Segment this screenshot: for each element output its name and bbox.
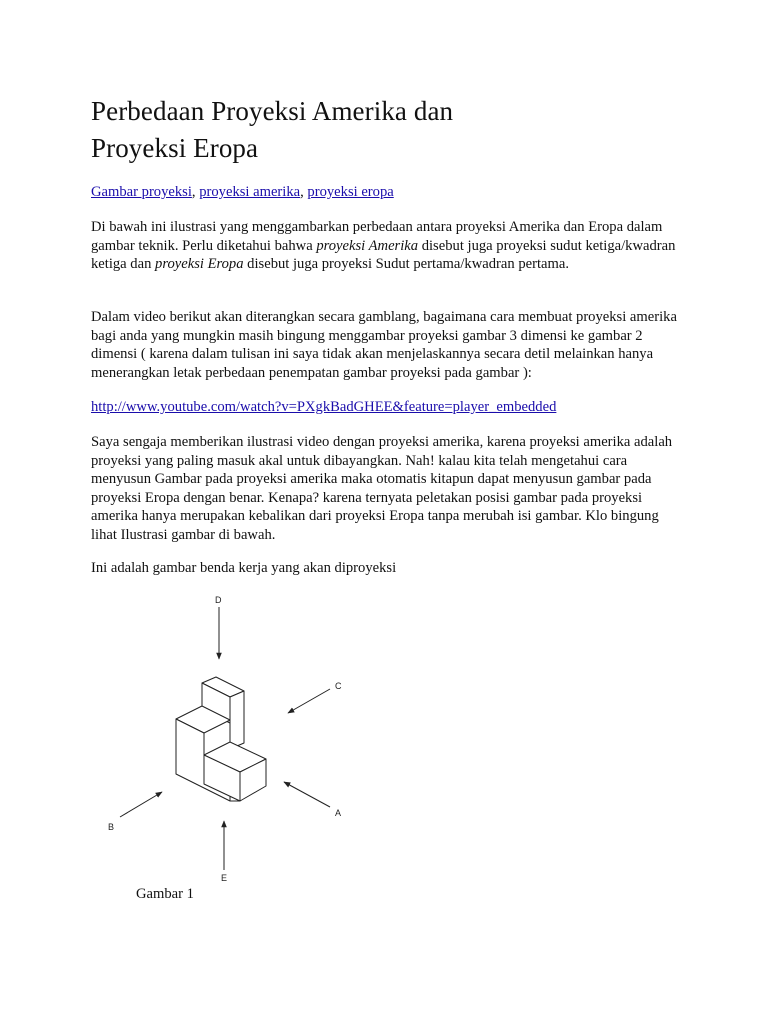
emphasis-proyeksi-eropa: proyeksi Eropa (155, 256, 244, 273)
workpiece-figure (100, 585, 360, 885)
tag-link-gambar-proyeksi[interactable]: Gambar proyeksi (91, 184, 192, 200)
arrow-a (284, 782, 330, 807)
paragraph-text: disebut juga proyeksi Sudut pertama/kwadran pertama. (243, 256, 569, 273)
video-link-line (91, 398, 556, 417)
paragraph-figure-intro: Ini adalah gambar benda kerja yang akan diproyeksi (91, 560, 397, 576)
label-d: D (215, 595, 222, 605)
label-e: E (221, 873, 228, 883)
paragraph-text: Di bawah ini ilustrasi yang menggambarkan perbedaan antara proyeksi Amerika dan Eropa dalam gambar teknik. Perlu diketahui bahwa (91, 219, 663, 254)
workpiece-isometric (176, 677, 266, 801)
paragraph-intro (91, 218, 681, 274)
paragraph-video-intro: Dalam video berikut akan diterangkan secara gamblang, bagaimana cara membuat proyeksi amerika bagi anda yang mungkin masih bingung menggambar proyeksi gambar 3 dimensi ke gambar 2 dimensi ( karena dalam tulisan ini saya tidak akan menjelaskannya secara detil melainkan hanya menerangkan letak perbedaan penempatan gambar proyeksi pada gambar ): (91, 309, 677, 381)
tag-list (91, 183, 394, 202)
label-c: C (335, 681, 342, 691)
title-line-1: Perbedaan Proyeksi Amerika dan (91, 96, 454, 126)
youtube-link[interactable]: http://www.youtube.com/watch?v=PXgkBadGHEE&feature=player_embedded (91, 399, 557, 415)
label-b: B (108, 822, 115, 832)
paragraph-explanation: Saya sengaja memberikan ilustrasi video dengan proyeksi amerika, karena proyeksi amerika adalah proyeksi yang paling masuk akal untuk dibayangkan. Nah! kalau kita telah mengetahui cara menyusun Gambar pada proyeksi amerika maka otomatis kitapun dapat menyusun gambar pada proyeksi Eropa dengan benar. Kenapa? karena ternyata peletakan posisi gambar pada proyeksi amerika hanya merupakan kebalikan dari proyeksi Eropa tanpa merubah isi gambar. Klo bingung lihat Ilustrasi gambar di bawah. (91, 434, 673, 543)
tag-link-proyeksi-eropa[interactable]: proyeksi eropa (307, 184, 394, 200)
tag-separator: , (191, 184, 200, 200)
article-title (91, 93, 681, 167)
title-line-2: Proyeksi Eropa (91, 133, 259, 163)
paragraph-text: disebut juga proyeksi sudut ketiga/kwadran ketiga dan (91, 237, 676, 273)
arrow-c (288, 689, 330, 713)
tag-link-proyeksi-amerika[interactable]: proyeksi amerika (199, 184, 301, 200)
emphasis-proyeksi-amerika: proyeksi Amerika (316, 237, 419, 254)
tag-separator: , (300, 184, 308, 200)
article (91, 93, 681, 576)
label-a: A (335, 808, 342, 818)
figure-caption: Gambar 1 (136, 886, 194, 902)
arrow-b (120, 792, 162, 817)
